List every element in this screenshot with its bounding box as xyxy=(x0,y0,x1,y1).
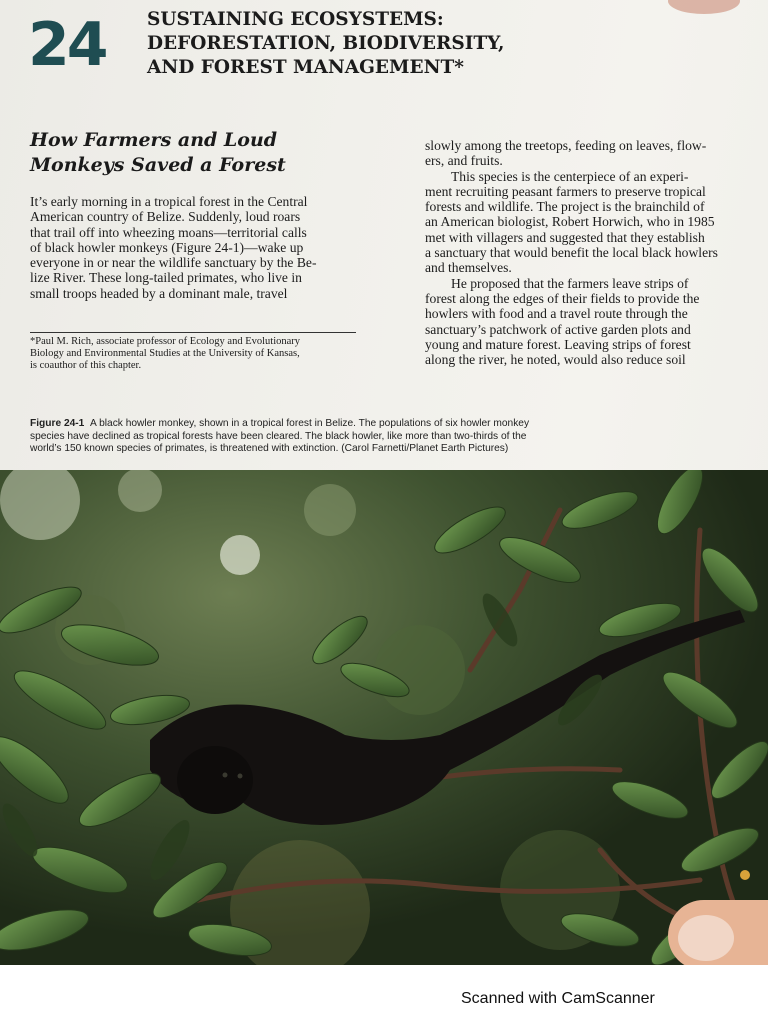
figure-label: Figure 24-1 xyxy=(30,418,85,429)
body-line: ment recruiting peasant farmers to preserve tropical xyxy=(425,183,706,199)
body-line: This species is the centerpiece of an experi- xyxy=(451,168,689,184)
body-line: American country of Belize. Suddenly, loud roars xyxy=(30,209,301,225)
chapter-title-line: SUSTAINING ECOSYSTEMS: xyxy=(147,9,444,30)
body-line: a sanctuary that would benefit the local black howlers xyxy=(425,245,718,261)
body-line: an American biologist, Robert Horwich, who in 1985 xyxy=(425,214,715,230)
photo-illustration xyxy=(0,470,768,965)
body-line: and themselves. xyxy=(425,260,512,276)
body-line: slowly among the treetops, feeding on leaves, flow- xyxy=(425,138,707,153)
body-line: forest along the edges of their fields to provide the xyxy=(425,290,700,306)
fingernail xyxy=(678,915,734,961)
body-line: of black howler monkeys (Figure 24-1)—wake up xyxy=(30,239,304,255)
body-line: lize River. These long-tailed primates, who live in xyxy=(30,270,302,286)
caption-line: species have declined as tropical forests have been cleared. The black howler, like more than two-thirds of the xyxy=(30,430,527,442)
body-line: met with villagers and suggested that they establish xyxy=(425,229,705,245)
body-line: ers, and fruits. xyxy=(425,153,503,169)
body-left-column xyxy=(30,194,360,301)
chapter-title-line: AND FOREST MANAGEMENT* xyxy=(147,57,464,78)
body-line: forests and wildlife. The project is the brainchild of xyxy=(425,199,705,215)
body-line: young and mature forest. Leaving strips of forest xyxy=(425,336,691,352)
chapter-title xyxy=(147,8,707,80)
body-right-column xyxy=(425,138,750,367)
figure-caption xyxy=(30,418,670,456)
howler-monkey-photo xyxy=(0,470,768,965)
section-title xyxy=(30,128,360,178)
body-line: everyone in or near the wildlife sanctuary by the Be- xyxy=(30,255,317,271)
body-line: that trail off into wheezing moans—territorial calls xyxy=(30,224,307,240)
body-line: small troops headed by a dominant male, travel xyxy=(30,285,288,301)
author-footnote xyxy=(30,336,370,371)
chapter-title-line: DEFORESTATION, BIODIVERSITY, xyxy=(147,33,505,54)
caption-line xyxy=(30,418,670,431)
camscanner-watermark: Scanned with CamScanner xyxy=(461,990,655,1007)
body-line: It’s early morning in a tropical forest in the Central xyxy=(30,194,308,209)
body-line: along the river, he noted, would also reduce soil xyxy=(425,352,686,368)
caption-text: A black howler monkey, shown in a tropical forest in Belize. The populations of six howler monkey xyxy=(90,418,530,429)
body-line: sanctuary’s patchwork of active garden plots and xyxy=(425,321,691,337)
monkey-head xyxy=(177,746,253,814)
footnote-line: Biology and Environmental Studies at the University of Kansas, xyxy=(30,347,300,359)
chapter-number: 24 xyxy=(28,10,106,80)
section-title-line: How Farmers and Loud xyxy=(30,129,278,151)
footnote-line: is coauthor of this chapter. xyxy=(30,359,142,371)
body-line: howlers with food and a travel route through the xyxy=(425,306,688,322)
section-title-line: Monkeys Saved a Forest xyxy=(30,154,286,176)
footnote-divider xyxy=(30,332,356,333)
footnote-line: *Paul M. Rich, associate professor of Ecology and Evolutionary xyxy=(30,336,301,347)
body-line: He proposed that the farmers leave strips of xyxy=(451,275,689,291)
caption-line: world’s 150 known species of primates, is threatened with extinction. (Carol Farnetti/Planet Earth Pictures) xyxy=(30,443,509,454)
